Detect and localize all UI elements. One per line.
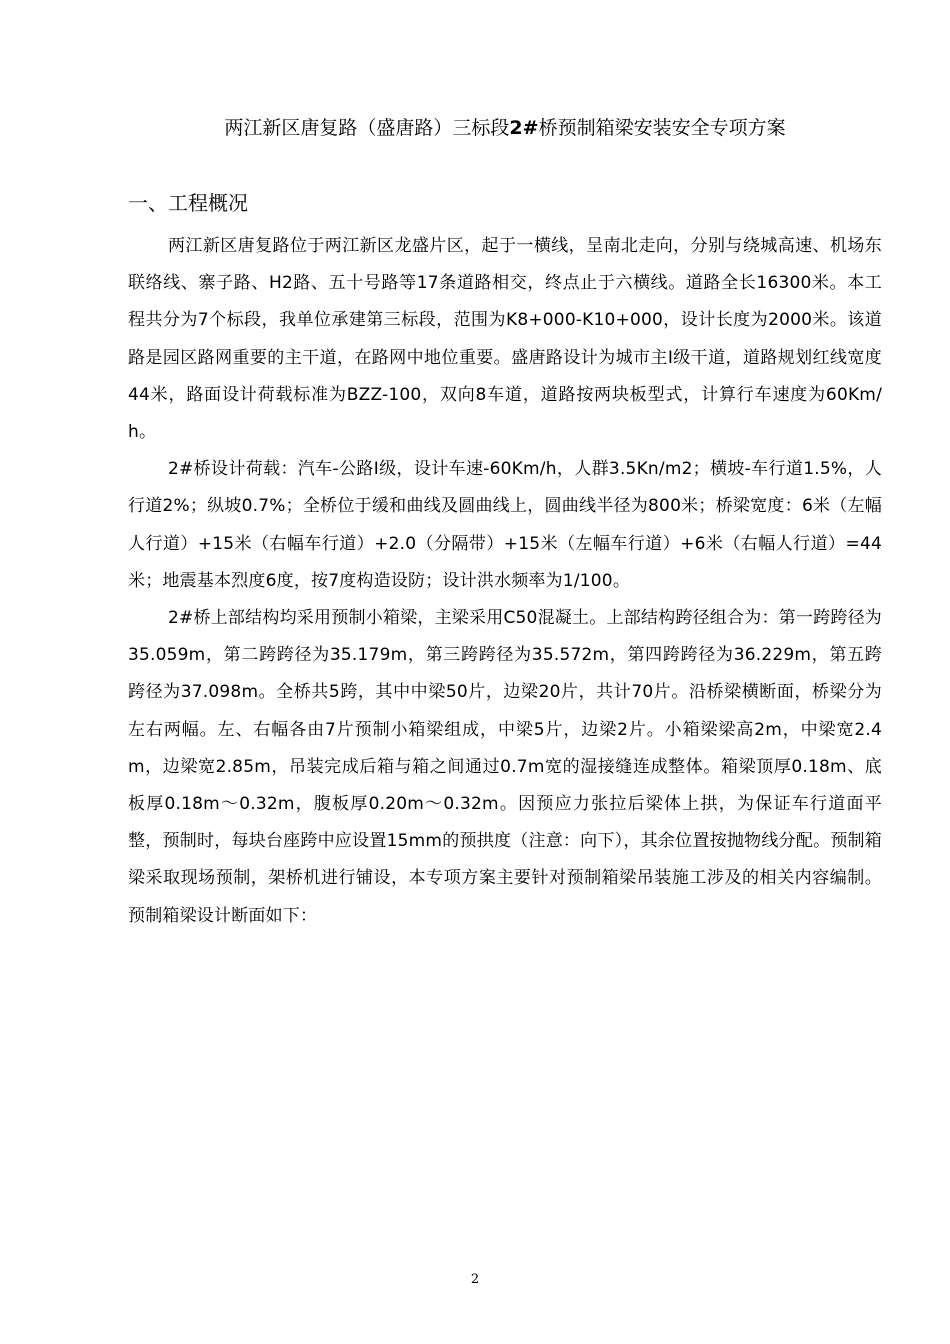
section-heading: 一、工程概况 — [128, 191, 248, 215]
title-text-bold: 2# — [509, 117, 539, 139]
document-title — [128, 114, 882, 142]
title-text-part2: 桥预制箱梁安装安全专项方案 — [538, 117, 786, 139]
title-text-part1: 两江新区唐复路（盛唐路）三标段 — [224, 117, 510, 139]
page-number: 2 — [470, 1272, 480, 1287]
paragraph-bridge-load: 2#桥设计荷载：汽车-公路I级，设计车速-60Km/h，人群3.5Kn/m2；横坡-车行道1.5%，人行道2%；纵坡0.7%；全桥位于缓和曲线及圆曲线上，圆曲线半径为800米；桥梁宽度：6米（左幅人行道）+15米（右幅车行道）+2.0（分隔带）+15米（左幅车行道）+6米（右幅人行道）=44米；地震基本烈度6度，按7度构造设防；设计洪水频率为1/100。 — [128, 459, 882, 591]
paragraph-overview: 两江新区唐复路位于两江新区龙盛片区，起于一横线，呈南北走向，分别与绕城高速、机场东联络线、寨子路、H2路、五十号路等17条道路相交，终点止于六横线。道路全长16300米。本工程共分为7个标段，我单位承建第三标段，范围为K8+000-K10+000，设计长度为2000米。该道路是园区路网重要的主干道，在路网中地位重要。盛唐路设计为城市主I级干道，道路规划红线宽度44米，路面设计荷载标准为BZZ-100，双向8车道，道路按两块板型式，计算行车速度为60Km/h。 — [128, 236, 882, 443]
paragraph-superstructure: 2#桥上部结构均采用预制小箱梁，主梁采用C50混凝土。上部结构跨径组合为：第一跨跨径为35.059m，第二跨跨径为35.179m，第三跨跨径为35.572m，第四跨跨径为36.229m，第五跨跨径为37.098m。全桥共5跨，其中中梁50片，边梁20片，共计70片。沿桥梁横断面，桥梁分为左右两幅。左、右幅各由7片预制小箱梁组成，中梁5片，边梁2片。小箱梁梁高2m，中梁宽2.4m，边梁宽2.85m，吊装完成后箱与箱之间通过0.7m宽的湿接缝连成整体。箱梁顶厚0.18m、底板厚0.18m～0.32m，腹板厚0.20m～0.32m。因预应力张拉后梁体上拱，为保证车行道面平整，预制时，每块台座跨中应设置15mm的预拱度（注意：向下），其余位置按抛物线分配。预制箱梁采取现场预制，架桥机进行铺设，本专项方案主要针对预制箱梁吊装施工涉及的相关内容编制。预制箱梁设计断面如下： — [128, 608, 882, 926]
document-body — [128, 228, 882, 935]
